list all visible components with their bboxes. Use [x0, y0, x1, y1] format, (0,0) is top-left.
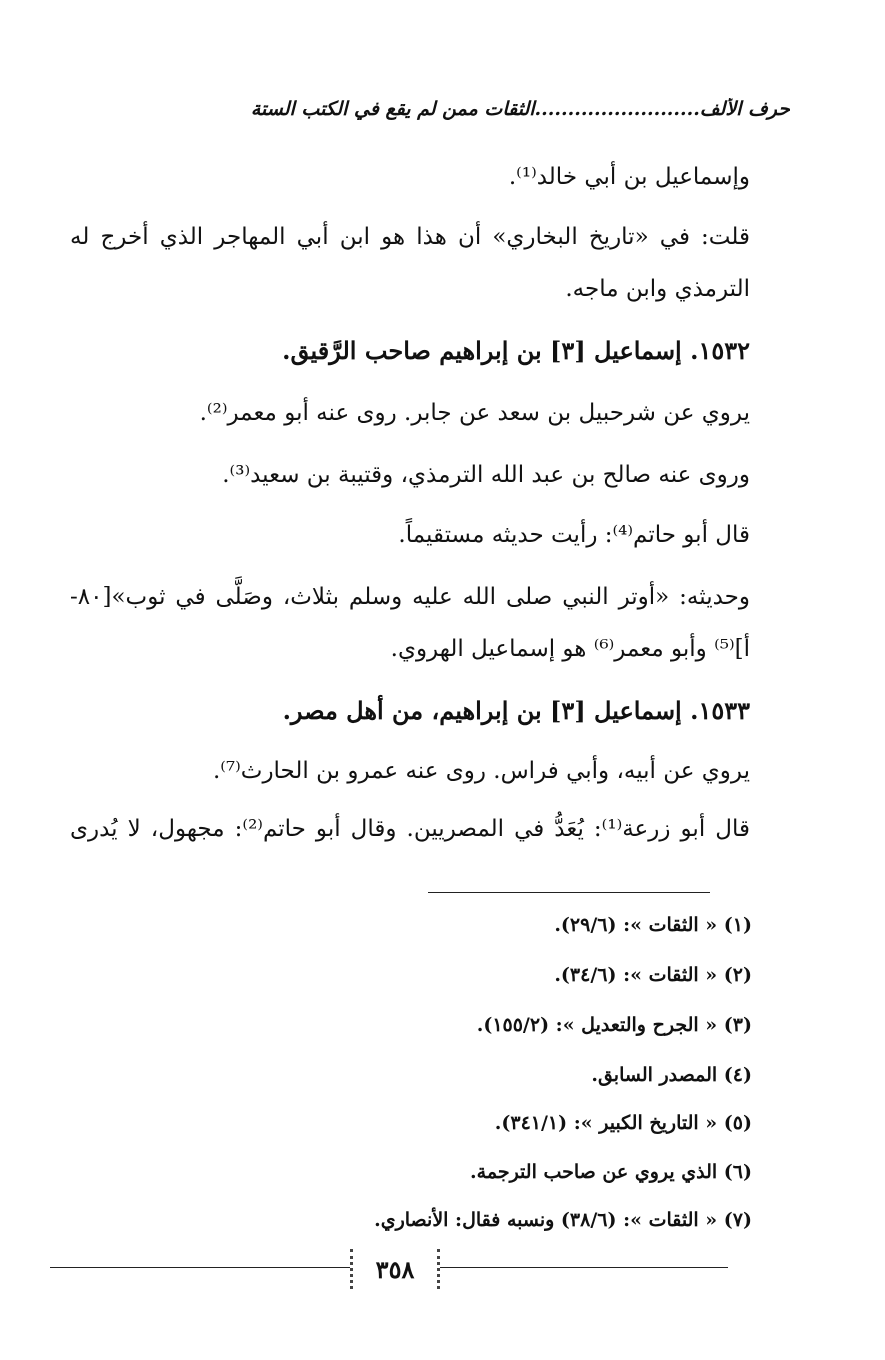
- footnote-5: (٥) « التاريخ الكبير »: (٣٤١/١).: [494, 1112, 752, 1134]
- footnote-2: (٢) « الثقات »: (٣٤/٦).: [554, 964, 752, 986]
- page-number: ٣٥٨: [350, 1249, 440, 1289]
- text-line-2: قلت: في «تاريخ البخاري» أن هذا هو ابن أبي المهاجر الذي أخرج له: [70, 224, 750, 250]
- footnote-7: (٧) « الثقات »: (٣٨/٦) ونسبه فقال: الأنصاري.: [374, 1209, 752, 1231]
- footnote-6: (٦) الذي يروي عن صاحب الترجمة.: [470, 1161, 752, 1183]
- text-line-4: يروي عن شرحبيل بن سعد عن جابر. روى عنه أبو معمر⁽²⁾.: [199, 400, 750, 426]
- text-line-7: وحديثه: «أوتر النبي صلى الله عليه وسلم بثلاث، وصَلَّى في ثوب»[٨٠-: [70, 584, 750, 610]
- text-line-5: وروى عنه صالح بن عبد الله الترمذي، وقتيبة بن سعيد⁽³⁾.: [222, 462, 750, 488]
- footnote-separator: [428, 892, 710, 893]
- text-line-6: قال أبو حاتم⁽⁴⁾: رأيت حديثه مستقيماً.: [398, 522, 750, 548]
- text-line-8: أ]⁽⁵⁾ وأبو معمر⁽⁶⁾ هو إسماعيل الهروي.: [390, 636, 750, 662]
- footnote-1: (١) « الثقات »: (٢٩/٦).: [554, 914, 752, 936]
- running-header: حرف الألف.........................الثقات ممن لم يقع في الكتب الستة: [250, 98, 790, 120]
- entry-1532-title: ١٥٣٢. إسماعيل [٣] بن إبراهيم صاحب الرَّقيق.: [282, 336, 750, 365]
- text-line-9: يروي عن أبيه، وأبي فراس. روى عنه عمرو بن الحارث⁽⁷⁾.: [212, 758, 750, 784]
- footnote-4: (٤) المصدر السابق.: [591, 1064, 752, 1086]
- footnote-3: (٣) « الجرح والتعديل »: (١٥٥/٢).: [476, 1014, 752, 1036]
- text-line-10: قال أبو زرعة⁽¹⁾: يُعَدُّ في المصريين. وقال أبو حاتم⁽²⁾: مجهول، لا يُدرى: [70, 816, 750, 842]
- text-line-3: الترمذي وابن ماجه.: [565, 276, 750, 302]
- entry-1533-title: ١٥٣٣. إسماعيل [٣] بن إبراهيم، من أهل مصر.: [282, 696, 750, 725]
- text-line-1: وإسماعيل بن أبي خالد⁽¹⁾.: [508, 164, 750, 190]
